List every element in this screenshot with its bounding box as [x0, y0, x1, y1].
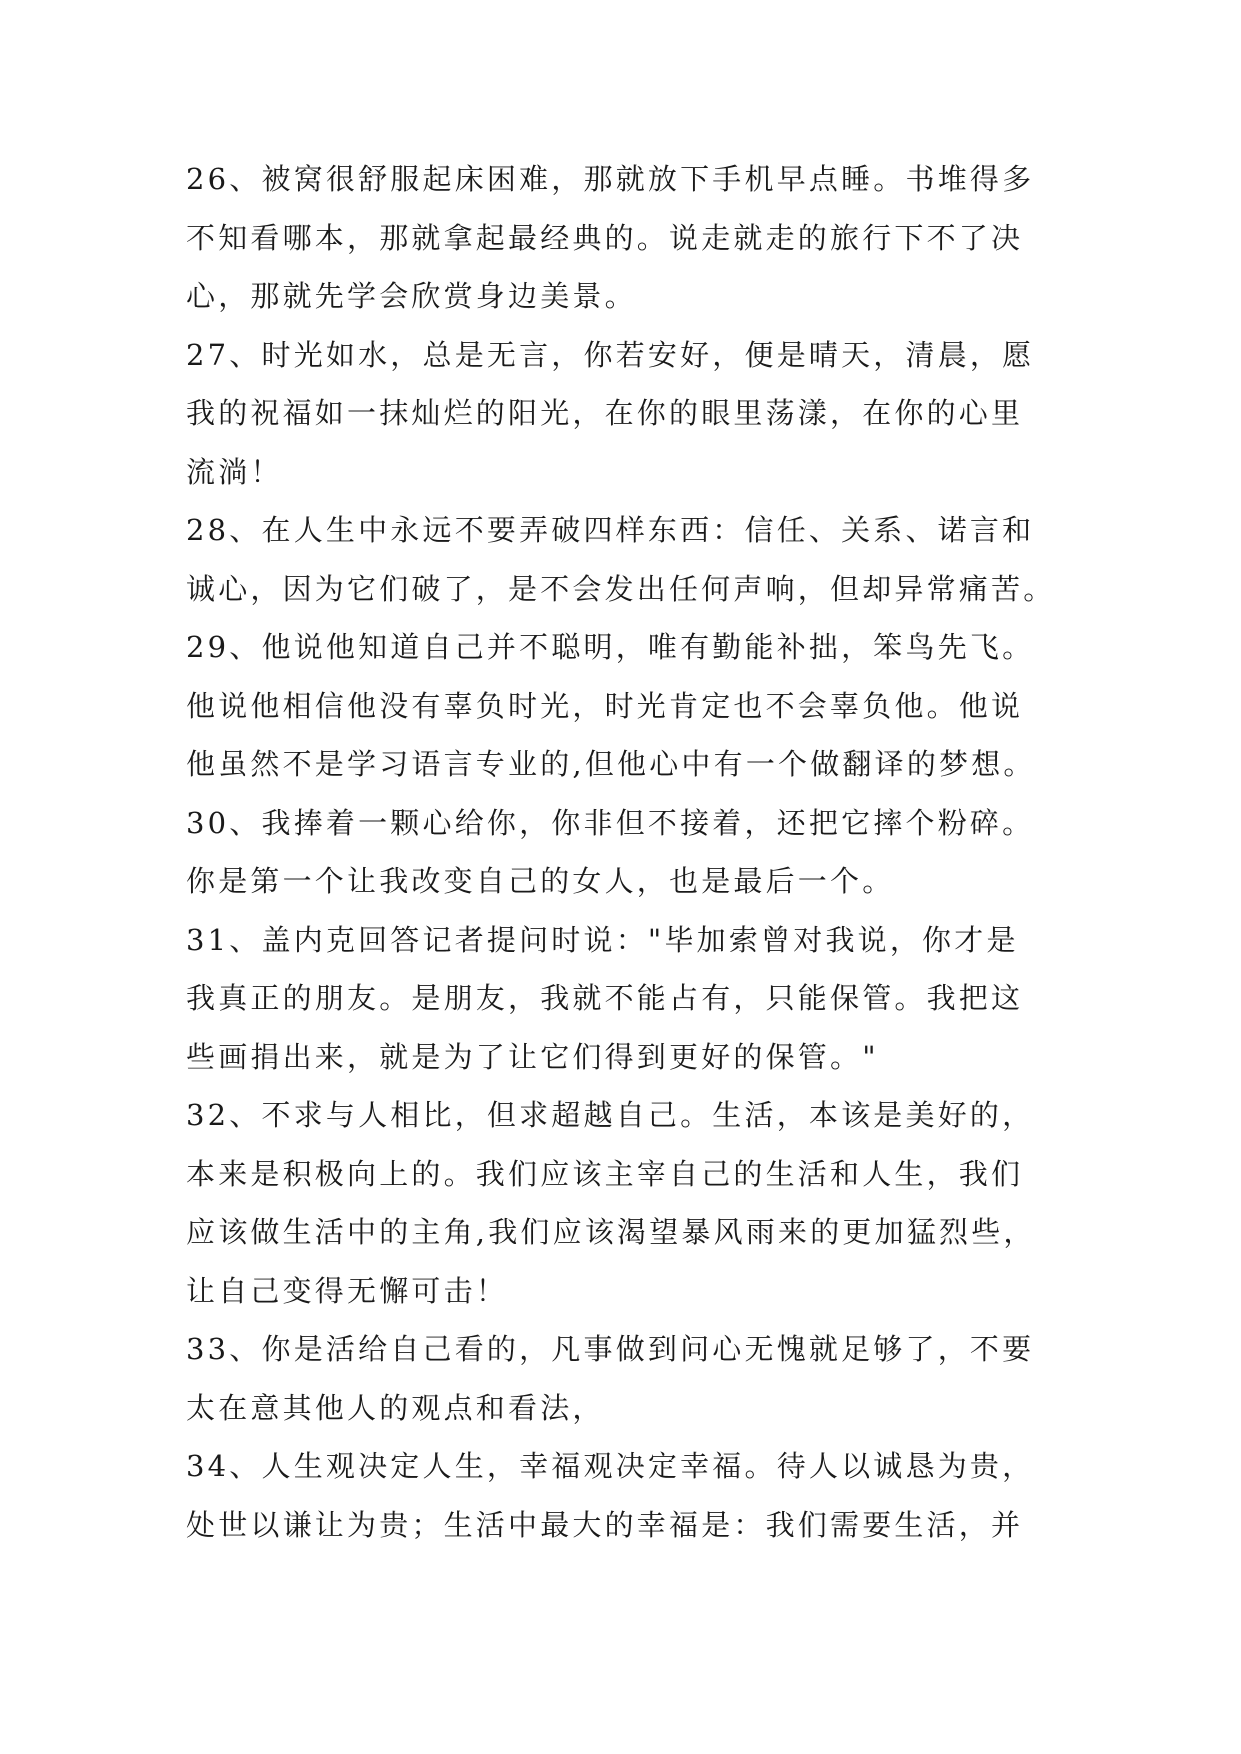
text-line: 让自己变得无懈可击！	[186, 1273, 509, 1308]
text-line: 28、在人生中永远不要弄破四样东西：信任、关系、诺言和	[186, 513, 1035, 547]
text-line: 你是第一个让我改变自己的女人，也是最后一个。	[186, 864, 895, 898]
text-line: 心，那就先学会欣赏身边美景。	[186, 279, 637, 313]
text-line: 本来是积极向上的。我们应该主宰自己的生活和人生，我们	[186, 1156, 1024, 1191]
text-line: 应该做生活中的主角,我们应该渴望暴风雨来的更加猛烈些，	[186, 1215, 1036, 1249]
text-line: 流淌！	[186, 454, 283, 489]
text-line: 我真正的朋友。是朋友，我就不能占有，只能保管。我把这	[186, 981, 1024, 1015]
text-line: 27、时光如水，总是无言，你若安好，便是晴天，清晨，愿	[186, 337, 1035, 372]
text-line: 32、不求与人相比，但求超越自己。生活，本该是美好的，	[186, 1098, 1035, 1132]
text-line: 太在意其他人的观点和看法，	[186, 1390, 605, 1425]
document-body	[186, 150, 1066, 1554]
text-line: 31、盖内克回答记者提问时说："毕加索曾对我说，你才是	[186, 922, 1019, 957]
text-line: 34、人生观决定人生，幸福观决定幸福。待人以诚恳为贵，	[186, 1449, 1035, 1483]
text-line: 处世以谦让为贵；生活中最大的幸福是：我们需要生活，并	[186, 1507, 1024, 1542]
text-line: 26、被窝很舒服起床困难，那就放下手机早点睡。书堆得多	[186, 162, 1035, 196]
text-line: 些画捐出来，就是为了让它们得到更好的保管。"	[186, 1039, 879, 1074]
text-line: 30、我捧着一颗心给你，你非但不接着，还把它摔个粉碎。	[186, 805, 1035, 840]
text-line: 他虽然不是学习语言专业的,但他心中有一个做翻译的梦想。	[186, 747, 1036, 781]
text-line: 诚心，因为它们破了，是不会发出任何声响，但却异常痛苦。	[186, 571, 1056, 606]
text-line: 29、他说他知道自己并不聪明，唯有勤能补拙，笨鸟先飞。	[186, 630, 1035, 664]
text-line: 他说他相信他没有辜负时光，时光肯定也不会辜负他。他说	[186, 688, 1024, 723]
text-line: 33、你是活给自己看的，凡事做到问心无愧就足够了，不要	[186, 1332, 1035, 1366]
text-line: 不知看哪本，那就拿起最经典的。说走就走的旅行下不了决	[186, 220, 1024, 255]
text-line: 我的祝福如一抹灿烂的阳光，在你的眼里荡漾，在你的心里	[186, 396, 1024, 430]
